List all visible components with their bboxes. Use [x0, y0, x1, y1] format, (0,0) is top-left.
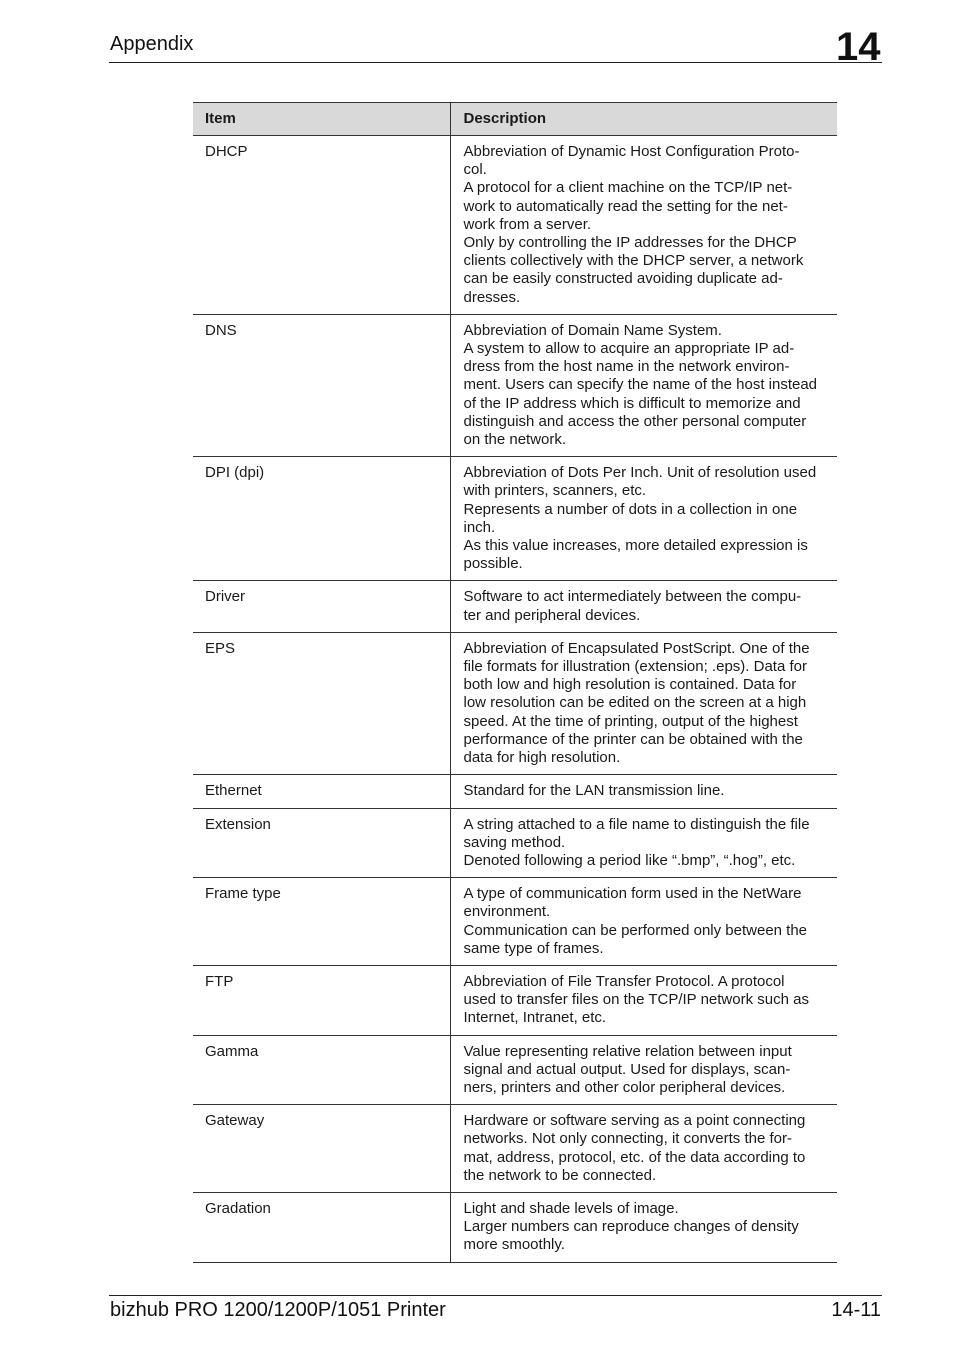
description-line: of the IP address which is difficult to memorize and	[463, 394, 801, 412]
term-cell: Gamma	[193, 1035, 450, 1105]
table-row	[193, 1105, 837, 1193]
description-cell	[450, 457, 837, 581]
description-line: the network to be connected.	[463, 1166, 657, 1184]
description-line: A type of communication form used in the NetWare	[463, 885, 802, 903]
description-line: Larger numbers can reproduce changes of density	[463, 1218, 799, 1236]
description-line: used to transfer files on the TCP/IP network such as	[463, 991, 809, 1009]
description-line: low resolution can be edited on the screen at a high	[463, 694, 807, 712]
term-cell: Frame type	[193, 878, 450, 966]
description-line: Abbreviation of Dots Per Inch. Unit of resolution used	[463, 464, 817, 482]
description-cell	[450, 1105, 837, 1193]
description-line: ter and peripheral devices.	[463, 606, 641, 624]
table-row	[193, 965, 837, 1035]
description-line: Light and shade levels of image.	[463, 1199, 679, 1217]
description-line: Software to act intermediately between the compu-	[463, 588, 802, 606]
description-line: Abbreviation of Domain Name System.	[463, 321, 722, 339]
term-cell: DHCP	[193, 136, 450, 315]
table-header-row	[193, 103, 837, 136]
description-line: Abbreviation of Dynamic Host Configuration Proto-	[463, 143, 800, 160]
term-cell: Extension	[193, 808, 450, 878]
description-line: dresses.	[463, 288, 521, 306]
description-line: col.	[463, 161, 487, 179]
table-row	[193, 878, 837, 966]
description-cell	[450, 808, 837, 878]
description-line: work from a server.	[463, 215, 592, 233]
description-line: same type of frames.	[463, 939, 604, 957]
description-line: more smoothly.	[463, 1236, 565, 1254]
column-header-description: Description	[450, 103, 837, 136]
description-line: on the network.	[463, 431, 567, 449]
table-row	[193, 314, 837, 456]
description-cell	[450, 581, 837, 632]
table-row	[193, 1035, 837, 1105]
description-line: file formats for illustration (extension; .eps). Data for	[463, 658, 807, 676]
description-cell	[450, 314, 837, 456]
description-line: performance of the printer can be obtained with the	[463, 730, 803, 748]
footer-rule	[109, 1295, 882, 1296]
description-line: mat, address, protocol, etc. of the data according to	[463, 1148, 806, 1166]
description-line: Only by controlling the IP addresses for the DHCP	[463, 234, 797, 252]
description-line: inch.	[463, 518, 496, 536]
description-line: As this value increases, more detailed expression is	[463, 537, 808, 555]
footer-product-name: bizhub PRO 1200/1200P/1051 Printer	[110, 1299, 446, 1321]
description-line: Communication can be performed only between the	[463, 921, 808, 939]
description-line: saving method.	[463, 833, 566, 851]
description-line: Abbreviation of File Transfer Protocol. A protocol	[463, 972, 785, 990]
term-cell: Gradation	[193, 1192, 450, 1262]
description-line: environment.	[463, 903, 551, 921]
table-row	[193, 136, 837, 315]
chapter-number: 14	[836, 25, 881, 69]
description-cell	[450, 632, 837, 774]
description-cell	[450, 1192, 837, 1262]
description-cell	[450, 136, 837, 315]
description-line: work to automatically read the setting for the net-	[463, 197, 788, 215]
term-cell: DNS	[193, 314, 450, 456]
description-line: both low and high resolution is contained. Data for	[463, 676, 797, 694]
description-line: can be easily constructed avoiding duplicate ad-	[463, 270, 783, 288]
term-cell: Ethernet	[193, 775, 450, 808]
description-line: Hardware or software serving as a point connecting	[463, 1112, 806, 1130]
description-cell	[450, 878, 837, 966]
description-line: clients collectively with the DHCP server, a network	[463, 252, 804, 270]
description-cell	[450, 775, 837, 808]
page-header-title: Appendix	[110, 33, 194, 55]
term-cell: EPS	[193, 632, 450, 774]
term-cell: Driver	[193, 581, 450, 632]
table-body	[193, 136, 837, 1263]
table-row	[193, 1192, 837, 1262]
description-line: dress from the host name in the network environ-	[463, 358, 790, 376]
table-row	[193, 581, 837, 632]
table-row	[193, 457, 837, 581]
glossary-table	[193, 102, 837, 1263]
description-line: A string attached to a file name to distinguish the file	[463, 815, 810, 833]
description-line: Denoted following a period like “.bmp”, “.hog”, etc.	[463, 851, 796, 869]
description-line: ment. Users can specify the name of the host instead	[463, 376, 818, 394]
description-line: A system to allow to acquire an appropriate IP ad-	[463, 340, 795, 358]
description-line: Abbreviation of Encapsulated PostScript. One of the	[463, 639, 810, 657]
page-number: 14-11	[831, 1299, 881, 1321]
description-line: ners, printers and other color peripheral devices.	[463, 1078, 786, 1096]
description-line: Value representing relative relation between input	[463, 1042, 792, 1060]
description-cell	[450, 1035, 837, 1105]
term-cell: Gateway	[193, 1105, 450, 1193]
description-line: possible.	[463, 555, 523, 573]
description-cell	[450, 965, 837, 1035]
table-row	[193, 808, 837, 878]
description-line: A protocol for a client machine on the TCP/IP net-	[463, 179, 793, 197]
description-line: Represents a number of dots in a collection in one	[463, 500, 798, 518]
term-cell: FTP	[193, 965, 450, 1035]
description-line: Standard for the LAN transmission line.	[463, 782, 725, 800]
description-line: data for high resolution.	[463, 749, 621, 767]
header-rule	[109, 62, 882, 63]
description-line: with printers, scanners, etc.	[463, 482, 647, 500]
table-row	[193, 632, 837, 774]
description-line: distinguish and access the other personal computer	[463, 412, 807, 430]
term-cell: DPI (dpi)	[193, 457, 450, 581]
description-line: signal and actual output. Used for displays, scan-	[463, 1060, 791, 1078]
description-line: Internet, Intranet, etc.	[463, 1009, 607, 1027]
table-row	[193, 775, 837, 808]
column-header-item: Item	[193, 103, 450, 136]
description-line: networks. Not only connecting, it converts the for-	[463, 1130, 792, 1148]
description-line: speed. At the time of printing, output of the highest	[463, 712, 798, 730]
